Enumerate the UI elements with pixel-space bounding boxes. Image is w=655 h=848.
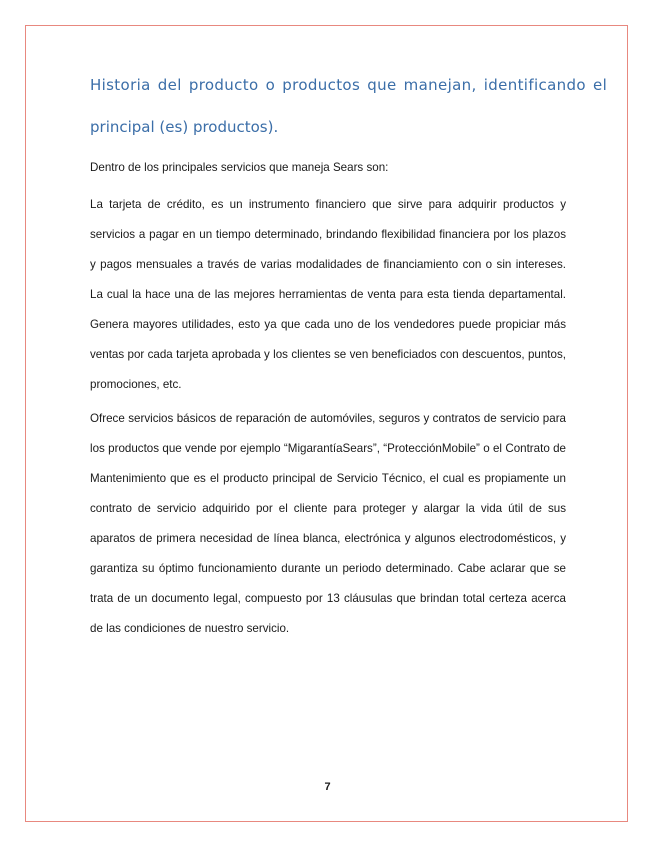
intro-paragraph: Dentro de los principales servicios que maneja Sears son: [90,161,389,174]
services-paragraph: Ofrece servicios básicos de reparación de automóviles, seguros y contratos de servicio para los productos que vende por ejemplo “MigarantíaSears”, “ProtecciónMobile” o el Contrato de Mantenimiento que es el producto principal de Servicio Técnico, el cual es propiamente un contrato de servicio adquirido por el cliente para proteger y alargar la vida útil de sus aparatos de primera necesidad de línea blanca, electrónica y algunos electrodomésticos, y garantiza su óptimo funcionamiento durante un periodo determinado. Cabe aclarar que se trata de un documento legal, compuesto por 13 cláusulas que brindan total certeza acerca de las condiciones de nuestro servicio. [90,412,566,635]
section-heading-line-1: Historia del producto o productos que manejan, identificando el [90,76,608,94]
section-heading-line-2: principal (es) productos). [90,118,279,136]
page-number: 7 [324,781,331,793]
credit-card-paragraph: La tarjeta de crédito, es un instrumento financiero que sirve para adquirir productos y servicios a pagar en un tiempo determinado, brindando flexibilidad financiera por los plazos y pagos mensuales a través de varias modalidades de financiamiento con o sin intereses. La cual la hace una de las mejores herramientas de venta para esta tienda departamental. Genera mayores utilidades, esto ya que cada uno de los vendedores puede propiciar más ventas por cada tarjeta aprobada y los clientes se ven beneficiados con descuentos, puntos, promociones, etc. [90,198,566,391]
